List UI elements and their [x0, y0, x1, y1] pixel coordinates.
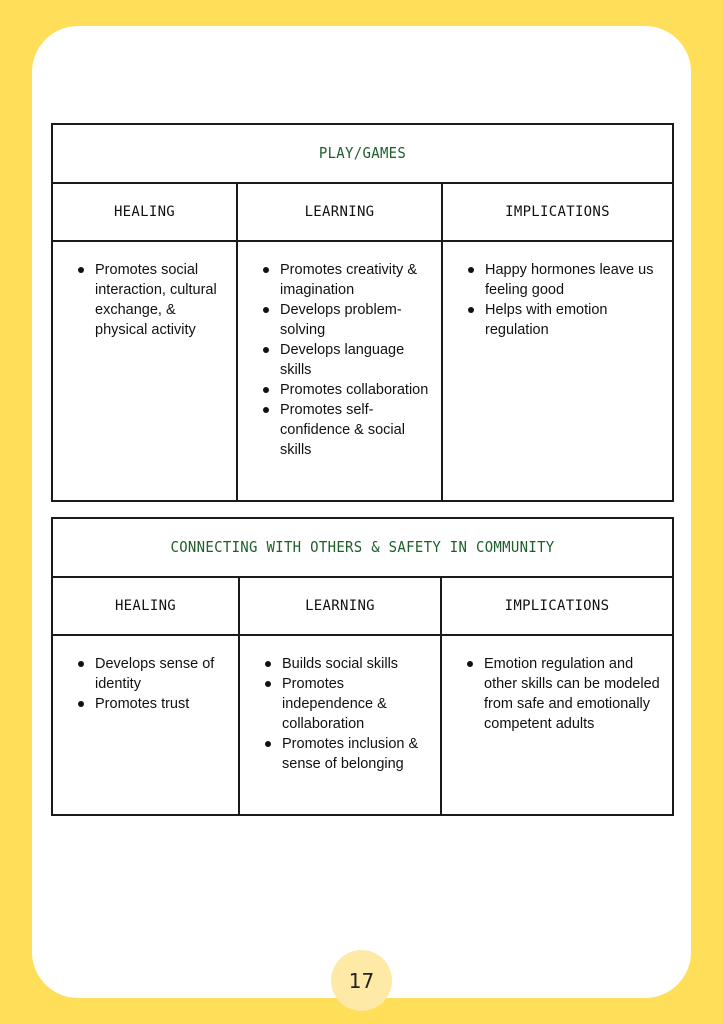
connecting-table	[51, 517, 674, 816]
implications-cell	[441, 635, 673, 815]
healing-cell	[52, 635, 239, 815]
list-item: Develops sense of identity	[77, 654, 228, 694]
list-item: Emotion regulation and other skills can be modeled from safe and emotionally competent adults	[466, 654, 662, 734]
column-header-implications: IMPLICATIONS	[441, 577, 673, 635]
list-item: Promotes inclusion & sense of belonging	[264, 734, 430, 774]
list-item: Promotes trust	[77, 694, 228, 714]
learning-cell	[237, 241, 442, 501]
list-item: Promotes creativity & imagination	[262, 260, 431, 300]
list-item: Promotes social interaction, cultural exchange, & physical activity	[77, 260, 226, 340]
table-title: PLAY/GAMES	[52, 124, 673, 183]
page-number: 17	[348, 968, 375, 993]
list-item: Promotes self-confidence & social skills	[262, 400, 431, 460]
column-header-learning: LEARNING	[239, 577, 441, 635]
play-games-table	[51, 123, 674, 502]
column-header-healing: HEALING	[52, 183, 237, 241]
list-item: Promotes independence & collaboration	[264, 674, 430, 734]
column-header-healing: HEALING	[52, 577, 239, 635]
list-item: Develops problem-solving	[262, 300, 431, 340]
column-header-learning: LEARNING	[237, 183, 442, 241]
implications-cell	[442, 241, 673, 501]
list-item: Promotes collaboration	[262, 380, 431, 400]
column-header-implications: IMPLICATIONS	[442, 183, 673, 241]
page-number-badge	[331, 950, 392, 1011]
healing-cell	[52, 241, 237, 501]
table-title: CONNECTING WITH OTHERS & SAFETY IN COMMUNITY	[52, 518, 673, 577]
learning-cell	[239, 635, 441, 815]
list-item: Helps with emotion regulation	[467, 300, 662, 340]
list-item: Develops language skills	[262, 340, 431, 380]
list-item: Happy hormones leave us feeling good	[467, 260, 662, 300]
list-item: Builds social skills	[264, 654, 430, 674]
